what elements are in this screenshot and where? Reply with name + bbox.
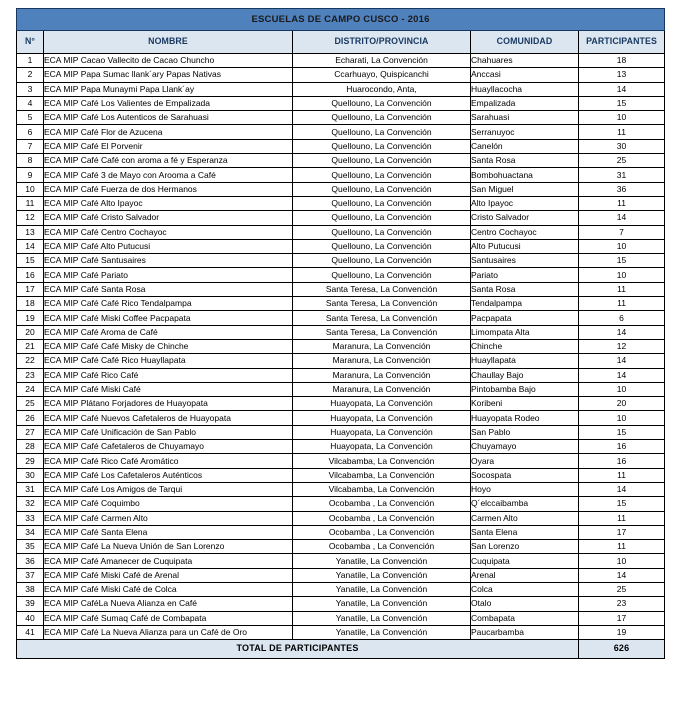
row-school-name: ECA MIP Café Amanecer de Cuquipata [44,554,293,568]
row-district: Quellouno, La Convención [293,139,471,153]
row-participants: 20 [579,397,665,411]
row-community: Santa Rosa [471,282,579,296]
row-district: Yanatile, La Convención [293,597,471,611]
row-district: Maranura, La Convención [293,382,471,396]
row-district: Santa Teresa, La Convención [293,325,471,339]
row-school-name: ECA MIP Café Flor de Azucena [44,125,293,139]
row-community: Bombohuactana [471,168,579,182]
table-row [17,254,665,268]
row-school-name: ECA MIP Café Aroma de Café [44,325,293,339]
row-community: Santa Elena [471,525,579,539]
row-participants: 14 [579,211,665,225]
row-participants: 10 [579,411,665,425]
row-number: 20 [17,325,44,339]
row-number: 27 [17,425,44,439]
row-number: 28 [17,440,44,454]
row-number: 36 [17,554,44,568]
table-row [17,382,665,396]
row-community: Otalo [471,597,579,611]
row-community: Santusaires [471,254,579,268]
row-district: Huayopata, La Convención [293,397,471,411]
row-participants: 10 [579,111,665,125]
row-district: Yanatile, La Convención [293,611,471,625]
row-community: Carmen Alto [471,511,579,525]
table-row [17,597,665,611]
row-number: 38 [17,582,44,596]
spreadsheet-area [16,8,664,659]
table-row [17,125,665,139]
row-school-name: ECA MIP Papa Munaymi Papa Llank´ay [44,82,293,96]
row-number: 8 [17,154,44,168]
row-participants: 36 [579,182,665,196]
row-participants: 11 [579,282,665,296]
table-row [17,339,665,353]
row-school-name: ECA MIP Café Los Amigos de Tarqui [44,482,293,496]
row-school-name: ECA MIP Café Unificación de San Pablo [44,425,293,439]
row-district: Yanatile, La Convención [293,568,471,582]
table-header-row [17,31,665,54]
row-community: Canelón [471,139,579,153]
page-title: ESCUELAS DE CAMPO CUSCO - 2016 [17,9,665,31]
table-row [17,154,665,168]
row-school-name: ECA MIP Café Los Autenticos de Sarahuasi [44,111,293,125]
table-row [17,311,665,325]
table-row [17,111,665,125]
row-participants: 10 [579,554,665,568]
row-number: 37 [17,568,44,582]
column-header-name[interactable]: NOMBRE [44,31,293,54]
row-district: Maranura, La Convención [293,354,471,368]
row-school-name: ECA MIP Café Miski Coffee Pacpapata [44,311,293,325]
row-district: Huayopata, La Convención [293,411,471,425]
row-district: Yanatile, La Convención [293,625,471,639]
row-participants: 11 [579,468,665,482]
row-community: Cristo Salvador [471,211,579,225]
table-row [17,440,665,454]
row-school-name: ECA MIP Plátano Forjadores de Huayopata [44,397,293,411]
row-district: Quellouno, La Convención [293,268,471,282]
row-participants: 23 [579,597,665,611]
table-row [17,368,665,382]
row-participants: 10 [579,268,665,282]
row-district: Huayopata, La Convención [293,425,471,439]
table-row [17,568,665,582]
row-school-name: ECA MIP Café Café con aroma a fé y Esperanza [44,154,293,168]
row-participants: 11 [579,511,665,525]
row-community: Huayopata Rodeo [471,411,579,425]
row-participants: 12 [579,339,665,353]
table-row [17,611,665,625]
row-district: Yanatile, La Convención [293,554,471,568]
row-participants: 7 [579,225,665,239]
row-district: Santa Teresa, La Convención [293,297,471,311]
row-community: Chahuares [471,54,579,68]
table-row [17,454,665,468]
column-header-num[interactable]: N° [17,31,44,54]
row-community: Combapata [471,611,579,625]
row-participants: 10 [579,382,665,396]
row-school-name: ECA MIP Papa Sumac llank´ary Papas Nativas [44,68,293,82]
row-number: 3 [17,82,44,96]
row-district: Quellouno, La Convención [293,225,471,239]
row-number: 23 [17,368,44,382]
row-community: Alto Putucusi [471,239,579,253]
table-row [17,225,665,239]
row-number: 15 [17,254,44,268]
row-participants: 25 [579,582,665,596]
row-participants: 30 [579,139,665,153]
table-row [17,282,665,296]
row-number: 7 [17,139,44,153]
row-district: Quellouno, La Convención [293,111,471,125]
row-participants: 13 [579,68,665,82]
row-school-name: ECA MIP Café Los Cafetaleros Auténticos [44,468,293,482]
row-participants: 15 [579,254,665,268]
row-participants: 11 [579,196,665,210]
table-row [17,511,665,525]
row-community: Arenal [471,568,579,582]
row-number: 13 [17,225,44,239]
row-school-name: ECA MIP Café Alto Ipayoc [44,196,293,210]
table-row [17,96,665,110]
row-community: Oyara [471,454,579,468]
row-school-name: ECA MIP Café Rico Café Aromático [44,454,293,468]
table-row [17,182,665,196]
column-header-community[interactable]: COMUNIDAD [471,31,579,54]
row-community: Chinche [471,339,579,353]
row-participants: 25 [579,154,665,168]
row-community: Anccasi [471,68,579,82]
table-row [17,540,665,554]
row-community: San Lorenzo [471,540,579,554]
table-row [17,468,665,482]
row-number: 14 [17,239,44,253]
eca-table [16,8,665,659]
row-district: Quellouno, La Convención [293,211,471,225]
row-school-name: ECA MIP Café Nuevos Cafetaleros de Huayopata [44,411,293,425]
row-number: 6 [17,125,44,139]
row-school-name: ECA MIP Café Santa Elena [44,525,293,539]
row-community: Cuquipata [471,554,579,568]
row-district: Echarati, La Convención [293,54,471,68]
row-community: Centro Cochayoc [471,225,579,239]
total-value: 626 [579,640,665,659]
table-row [17,239,665,253]
row-community: Huayllacocha [471,82,579,96]
table-row [17,54,665,68]
table-row [17,168,665,182]
table-row [17,525,665,539]
row-community: Paucarbamba [471,625,579,639]
row-community: Tendalpampa [471,297,579,311]
row-participants: 14 [579,354,665,368]
row-district: Santa Teresa, La Convención [293,282,471,296]
row-participants: 14 [579,325,665,339]
row-school-name: ECA MIP Café Pariato [44,268,293,282]
row-number: 4 [17,96,44,110]
row-district: Ocobamba , La Convención [293,540,471,554]
table-total-row [17,640,665,659]
row-participants: 14 [579,368,665,382]
row-participants: 14 [579,482,665,496]
table-row [17,268,665,282]
row-number: 11 [17,196,44,210]
row-community: Serranuyoc [471,125,579,139]
row-school-name: ECA MIP Café Cafetaleros de Chuyamayo [44,440,293,454]
row-participants: 14 [579,568,665,582]
row-school-name: ECA MIP CaféLa Nueva Alianza en Café [44,597,293,611]
row-participants: 11 [579,540,665,554]
row-school-name: ECA MIP Café Rico Café [44,368,293,382]
row-district: Quellouno, La Convención [293,168,471,182]
row-district: Maranura, La Convención [293,368,471,382]
row-number: 34 [17,525,44,539]
row-community: Santa Rosa [471,154,579,168]
row-number: 32 [17,497,44,511]
row-number: 2 [17,68,44,82]
row-community: Empalizada [471,96,579,110]
row-participants: 14 [579,82,665,96]
row-school-name: ECA MIP Café Santa Rosa [44,282,293,296]
row-number: 25 [17,397,44,411]
row-number: 5 [17,111,44,125]
row-participants: 18 [579,54,665,68]
row-community: Pacpapata [471,311,579,325]
row-district: Quellouno, La Convención [293,182,471,196]
row-district: Vilcabamba, La Convención [293,454,471,468]
row-community: Chaullay Bajo [471,368,579,382]
row-school-name: ECA MIP Café Café Misky de Chinche [44,339,293,353]
row-school-name: ECA MIP Café Coquimbo [44,497,293,511]
row-school-name: ECA MIP Café Alto Putucusi [44,239,293,253]
row-number: 29 [17,454,44,468]
row-number: 18 [17,297,44,311]
row-district: Quellouno, La Convención [293,96,471,110]
row-number: 19 [17,311,44,325]
table-title-row [17,9,665,31]
row-school-name: ECA MIP Café Miski Café de Arenal [44,568,293,582]
row-community: Q´elccaibamba [471,497,579,511]
row-participants: 11 [579,297,665,311]
row-number: 26 [17,411,44,425]
row-participants: 19 [579,625,665,639]
table-row [17,82,665,96]
row-school-name: ECA MIP Café Miski Café de Colca [44,582,293,596]
row-community: Alto Ipayoc [471,196,579,210]
row-school-name: ECA MIP Café La Nueva Unión de San Lorenzo [44,540,293,554]
row-participants: 16 [579,454,665,468]
table-row [17,411,665,425]
row-number: 1 [17,54,44,68]
row-community: Pariato [471,268,579,282]
row-participants: 11 [579,125,665,139]
row-district: Quellouno, La Convención [293,196,471,210]
row-community: San Miguel [471,182,579,196]
row-district: Yanatile, La Convención [293,582,471,596]
table-row [17,554,665,568]
row-district: Huarocondo, Anta, [293,82,471,96]
column-header-district[interactable]: DISTRITO/PROVINCIA [293,31,471,54]
row-district: Quellouno, La Convención [293,254,471,268]
row-number: 35 [17,540,44,554]
row-school-name: ECA MIP Cacao Vallecito de Cacao Chuncho [44,54,293,68]
row-participants: 15 [579,96,665,110]
table-row [17,497,665,511]
row-participants: 16 [579,440,665,454]
row-number: 30 [17,468,44,482]
row-community: Chuyamayo [471,440,579,454]
row-number: 12 [17,211,44,225]
row-district: Ocobamba , La Convención [293,525,471,539]
row-district: Quellouno, La Convención [293,154,471,168]
row-school-name: ECA MIP Café Centro Cochayoc [44,225,293,239]
table-row [17,625,665,639]
row-number: 40 [17,611,44,625]
row-participants: 15 [579,425,665,439]
row-community: Socospata [471,468,579,482]
total-label: TOTAL DE PARTICIPANTES [17,640,579,659]
row-number: 33 [17,511,44,525]
row-number: 10 [17,182,44,196]
row-district: Vilcabamba, La Convención [293,468,471,482]
row-district: Ocobamba , La Convención [293,511,471,525]
row-number: 24 [17,382,44,396]
table-row [17,297,665,311]
row-number: 9 [17,168,44,182]
row-number: 31 [17,482,44,496]
row-community: Huayllapata [471,354,579,368]
row-district: Ccarhuayo, Quispicanchi [293,68,471,82]
table-row [17,425,665,439]
row-school-name: ECA MIP Café El Porvenir [44,139,293,153]
table-row [17,139,665,153]
row-community: Hoyo [471,482,579,496]
row-community: Pintobamba Bajo [471,382,579,396]
table-row [17,196,665,210]
row-number: 39 [17,597,44,611]
row-participants: 31 [579,168,665,182]
row-school-name: ECA MIP Café Cristo Salvador [44,211,293,225]
table-row [17,211,665,225]
table-row [17,354,665,368]
row-district: Maranura, La Convención [293,339,471,353]
column-header-participants[interactable]: PARTICIPANTES [579,31,665,54]
table-row [17,397,665,411]
row-school-name: ECA MIP Café Carmen Alto [44,511,293,525]
table-row [17,482,665,496]
row-district: Santa Teresa, La Convención [293,311,471,325]
row-school-name: ECA MIP Café Fuerza de dos Hermanos [44,182,293,196]
row-community: Koribeni [471,397,579,411]
table-row [17,325,665,339]
row-school-name: ECA MIP Café 3 de Mayo con Arooma a Café [44,168,293,182]
row-number: 22 [17,354,44,368]
row-community: Sarahuasi [471,111,579,125]
row-number: 17 [17,282,44,296]
row-school-name: ECA MIP Café Sumaq Café de Combapata [44,611,293,625]
row-district: Quellouno, La Convención [293,239,471,253]
row-participants: 17 [579,611,665,625]
row-school-name: ECA MIP Café Los Valientes de Empalizada [44,96,293,110]
row-participants: 6 [579,311,665,325]
row-district: Huayopata, La Convención [293,440,471,454]
row-district: Vilcabamba, La Convención [293,482,471,496]
row-school-name: ECA MIP Café Café Rico Tendalpampa [44,297,293,311]
table-row [17,582,665,596]
row-number: 21 [17,339,44,353]
row-participants: 10 [579,239,665,253]
row-community: Limompata Alta [471,325,579,339]
row-number: 16 [17,268,44,282]
row-number: 41 [17,625,44,639]
row-school-name: ECA MIP Café Miski Café [44,382,293,396]
row-district: Ocobamba , La Convención [293,497,471,511]
table-row [17,68,665,82]
row-community: Colca [471,582,579,596]
row-school-name: ECA MIP Café Café Rico Huayllapata [44,354,293,368]
row-district: Quellouno, La Convención [293,125,471,139]
row-participants: 15 [579,497,665,511]
row-community: San Pablo [471,425,579,439]
row-participants: 17 [579,525,665,539]
row-school-name: ECA MIP Café Santusaires [44,254,293,268]
row-school-name: ECA MIP Café La Nueva Alianza para un Café de Oro [44,625,293,639]
